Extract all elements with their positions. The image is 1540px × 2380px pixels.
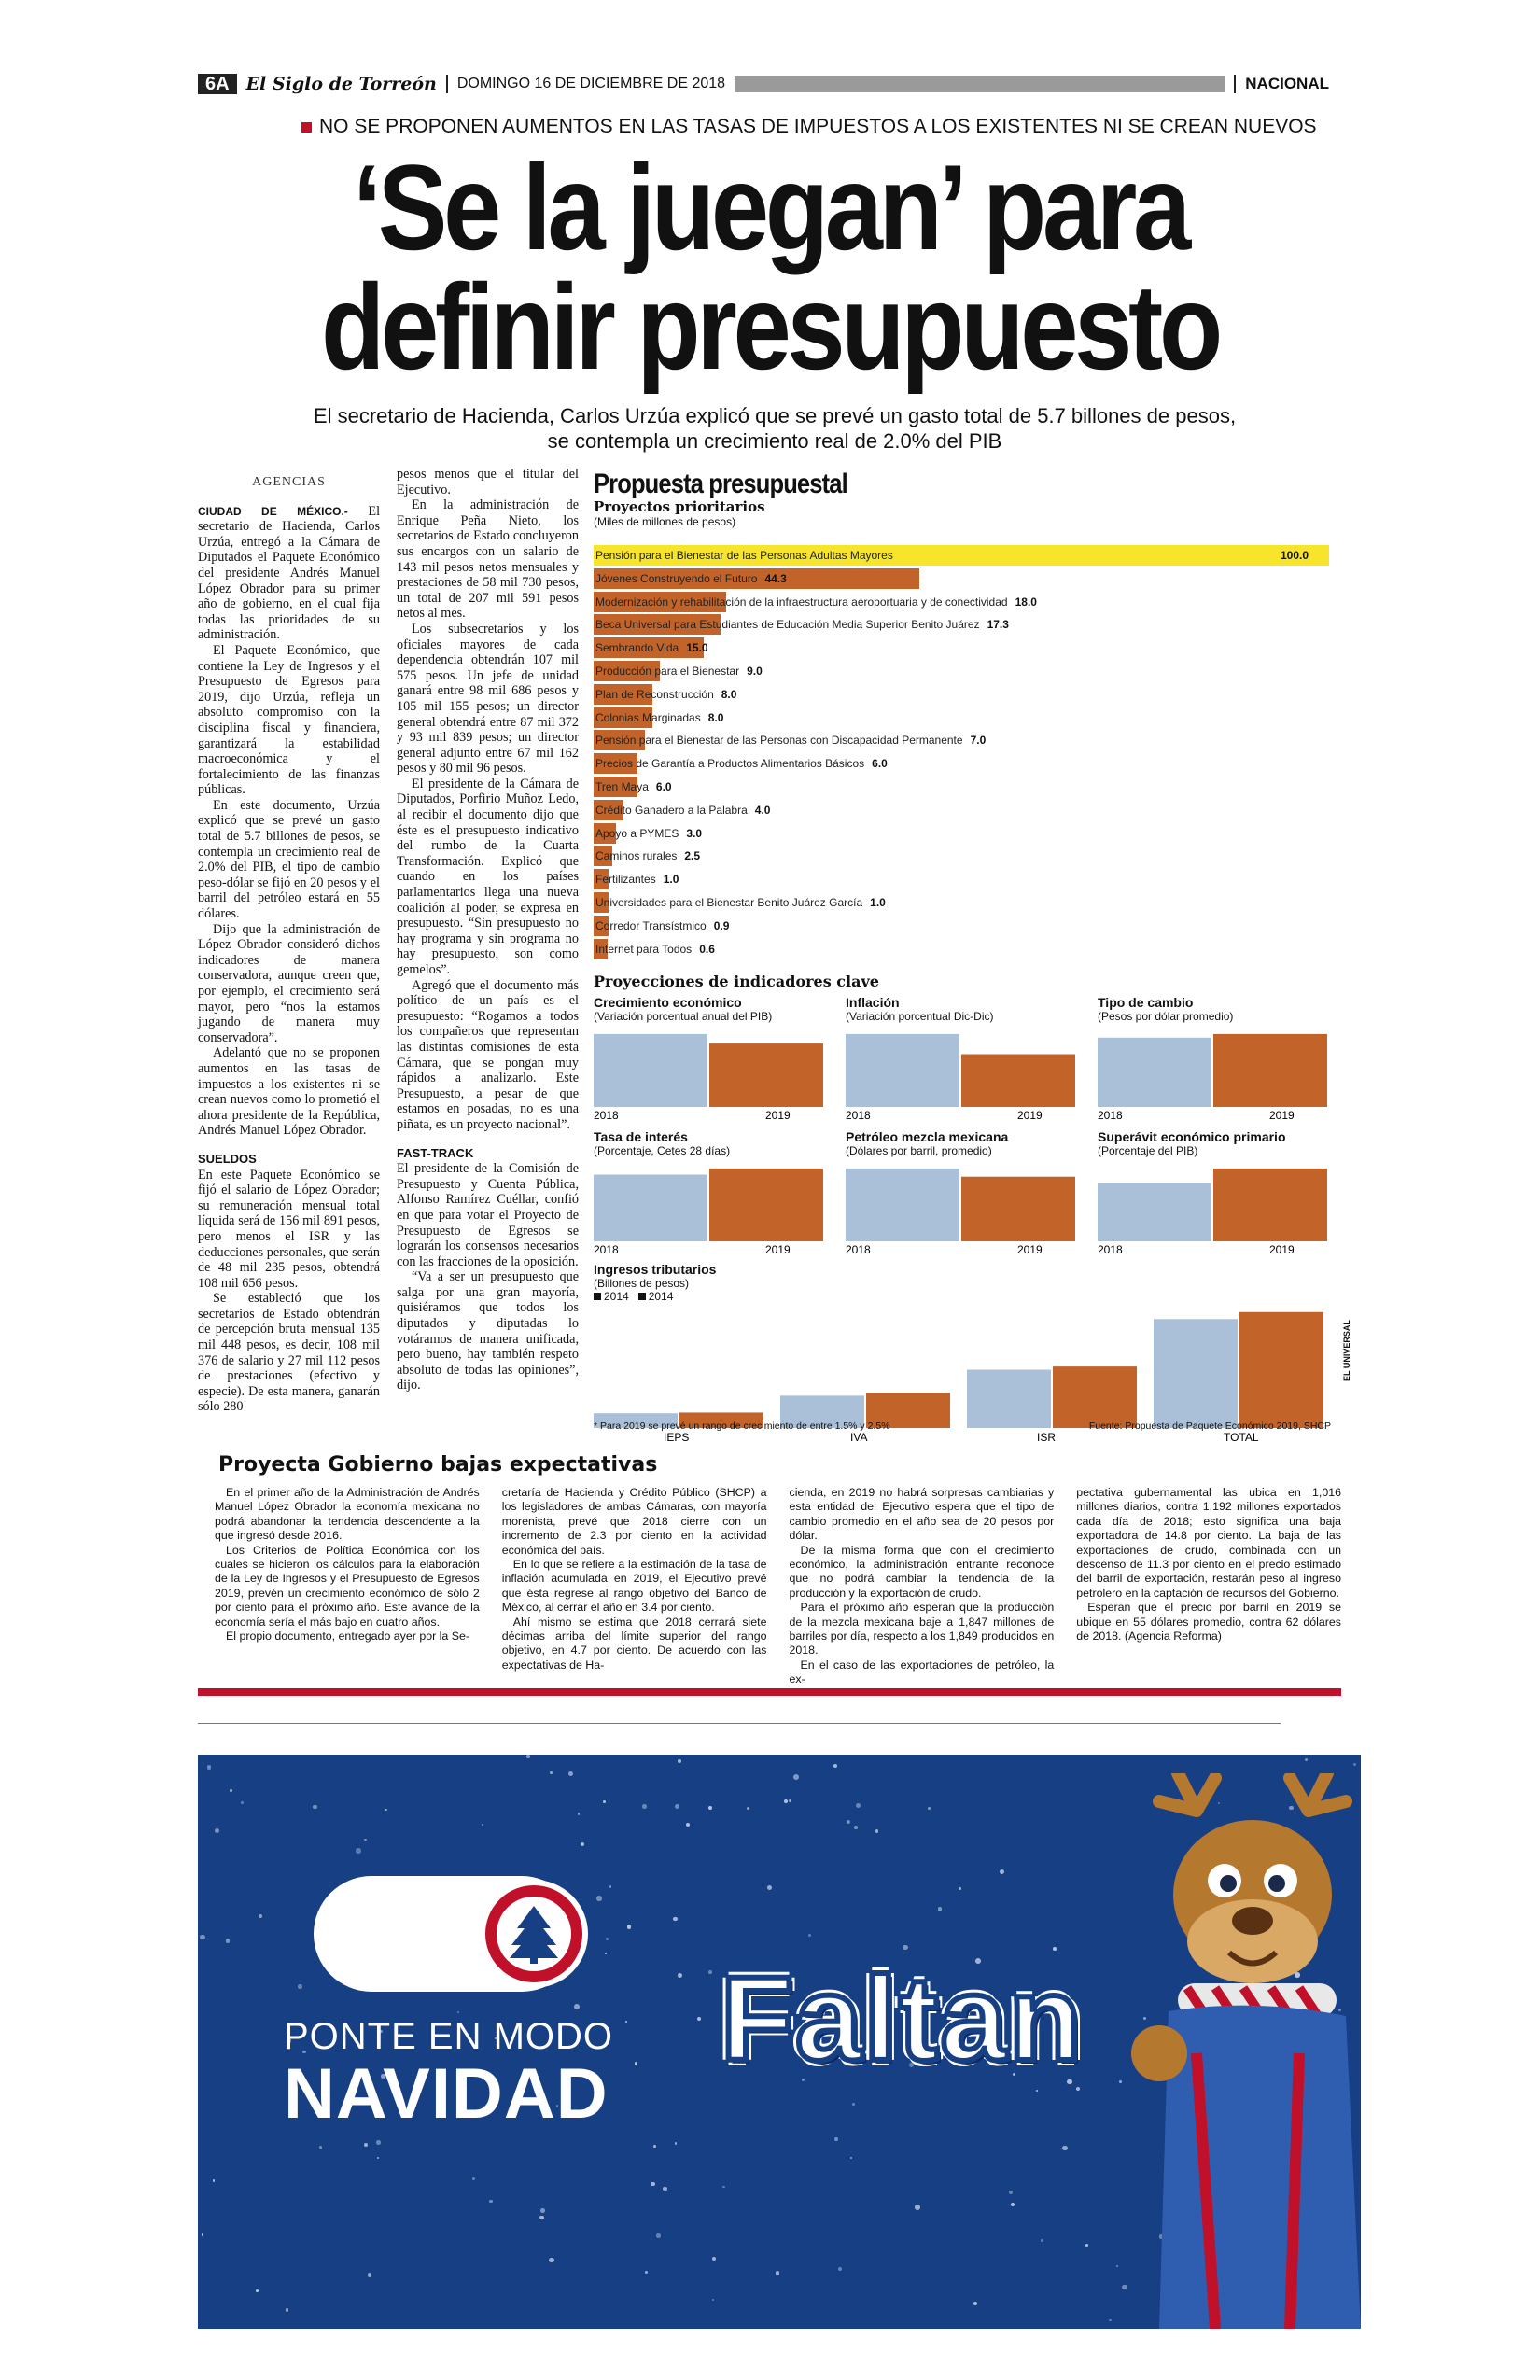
- bar-row: [594, 614, 1329, 635]
- indicator-tick: 2018: [594, 1109, 619, 1122]
- bar-row: [594, 592, 1329, 612]
- article-paragraph: CIUDAD DE MÉXICO.- El secretario de Hacienda, Carlos Urzúa, entregó a la Cámara de Diputados el Paquete Económico del presidente Andrés Manuel López Obrador para su primer año de gobierno, en el cual fija todas las prioridades de su administración.: [198, 503, 381, 643]
- indicator-svg: [594, 1165, 827, 1258]
- snowflake: [973, 2302, 977, 2305]
- snowflake: [645, 2271, 648, 2274]
- snowflake: [642, 1804, 646, 1808]
- indicator-svg: [594, 1030, 827, 1124]
- bar-value: 44.3: [764, 571, 787, 585]
- snowflake: [578, 1813, 580, 1814]
- snowflake: [1062, 2146, 1067, 2150]
- indicator-tick: 2019: [1269, 1243, 1295, 1256]
- christmas-advertisement[interactable]: [198, 1755, 1361, 2329]
- bar-value: 0.9: [713, 918, 730, 932]
- side-story-title: Proyecta Gobierno bajas expectativas: [218, 1453, 658, 1477]
- projections-title: Proyecciones de indicadores clave: [594, 973, 879, 990]
- tax-tick: TOTAL: [1224, 1431, 1259, 1444]
- bar-label: Producción para el Bienestar: [595, 665, 740, 678]
- snowflake: [1000, 1869, 1004, 1874]
- tax-bar: [1239, 1312, 1323, 1428]
- side-paragraph: cretaría de Hacienda y Crédito Público (SHCP) a los legisladores de ambas Cámaras, con mayoría morenista, prevé que 2018 cierre con un incremento de 2.3 por ciento en la actividad económica del país.: [501, 1486, 767, 1557]
- indicator-tick: 2018: [1098, 1243, 1123, 1256]
- snowflake: [1009, 2191, 1013, 2194]
- tax-bar: [967, 1370, 1051, 1428]
- snowflake: [663, 2187, 666, 2191]
- snowflake: [368, 2273, 372, 2277]
- header-bar: [735, 76, 1225, 92]
- snowflake: [1109, 2319, 1111, 2321]
- tax-tick: IEPS: [664, 1431, 690, 1444]
- square-bullet-icon: [301, 122, 312, 133]
- article-paragraph: Los subsecretarios y los oficiales mayores de cada dependencia obtendrán 107 mil 575 pesos. Un jefe de unidad ganará entre 98 mil 686 pesos y 105 mil 155 pesos; un director general obtendrá entre 87 mil 372 y 93 mil 839 pesos; un director general adjunto entre 67 mil 162 pesos y 80 mil 96 pesos.: [397, 621, 579, 777]
- side-column: [502, 1486, 767, 1687]
- snowflake: [928, 1807, 931, 1810]
- article-paragraph: En este Paquete Económico se fijó el salario de López Obrador; su remuneración mensual total líquida será de 156 mil 891 pesos, pero menos el ISR y las deducciones personales, que serán de 48 mil 235 pesos, obtendrá 108 mil 656 pesos.: [198, 1167, 380, 1291]
- infographic-footer: [594, 1421, 1331, 1432]
- snowflake: [213, 2179, 216, 2182]
- snowflake: [568, 1771, 573, 1776]
- snowflake: [675, 2142, 677, 2144]
- bar-value: 17.3: [987, 618, 1009, 632]
- snowflake: [609, 1885, 611, 1887]
- subheading: SUELDOS: [198, 1151, 257, 1166]
- bar-row: [594, 800, 1329, 820]
- bar-label: Precios de Garantía a Productos Alimentarios Básicos: [595, 757, 865, 771]
- indicator-chart: [594, 1129, 827, 1269]
- indicator-bar: [961, 1177, 1075, 1241]
- article-column-2: [397, 467, 579, 1393]
- snowflake: [856, 1803, 861, 1809]
- bar-label: Beca Universal para Estudiantes de Educación Media Superior Benito Juárez: [595, 618, 980, 632]
- indicator-bar: [846, 1169, 959, 1241]
- bar-label: Universidades para el Bienestar Benito Juárez García: [595, 896, 863, 909]
- bar-value: 1.0: [870, 896, 886, 909]
- indicator-tick: 2018: [846, 1243, 871, 1256]
- indicator-bar: [1213, 1034, 1327, 1107]
- bar-row: [594, 684, 1329, 705]
- bar-value: 6.0: [872, 757, 888, 771]
- snowflake: [605, 1953, 607, 1954]
- legend-item: 2014: [638, 1290, 674, 1303]
- indicator-chart: [1098, 1129, 1331, 1269]
- bar-row: [594, 939, 1329, 959]
- bar-row: [594, 916, 1329, 936]
- snowflake: [241, 1801, 244, 1804]
- bar-row: [594, 545, 1329, 566]
- snowflake: [1119, 2080, 1122, 2083]
- snowflake: [635, 2062, 638, 2065]
- snowflake: [606, 1938, 609, 1940]
- snowflake: [202, 2233, 204, 2236]
- snowflake: [313, 1805, 316, 1809]
- snowflake: [852, 2103, 855, 2106]
- side-column: [215, 1486, 480, 1687]
- snowflake: [712, 2299, 714, 2301]
- indicator-chart: [846, 995, 1079, 1135]
- bar-row: [594, 707, 1329, 728]
- indicator-title: Petróleo mezcla mexicana: [846, 1129, 1009, 1144]
- indicator-chart: [1098, 995, 1331, 1135]
- side-paragraph: El propio documento, entregado ayer por la Se-: [226, 1630, 470, 1644]
- article-paragraph: Dijo que la administración de López Obrador consideró dichos indicadores de manera conservadora, aunque creen que, por ejemplo, el crecimiento será mayor, pero “nos la estamos jugando de manera muy conservadora”.: [198, 921, 380, 1045]
- snowflake: [207, 1765, 212, 1770]
- ad-line-1: PONTE EN MODO: [284, 2016, 614, 2057]
- snowflake: [915, 2205, 920, 2210]
- article-paragraph: “Va a ser un presupuesto que salga por una gran mayoría, quisiéramos que todos los diputados y diputadas lo votáramos de manera unificada, pero bueno, hay también respeto absoluto de todas las opiniones”, dijo.: [397, 1269, 579, 1393]
- indicator-title: Ingresos tributarios: [594, 1262, 717, 1277]
- indicator-title: Tipo de cambio: [1098, 995, 1194, 1010]
- snowflake: [708, 1970, 712, 1974]
- bar-value: 4.0: [754, 803, 771, 817]
- snowflake: [1085, 2244, 1088, 2247]
- indicator-tick: 2019: [765, 1109, 791, 1122]
- indicator-tick: 2018: [846, 1109, 871, 1122]
- snowflake: [903, 1945, 908, 1951]
- indicator-svg: [1098, 1165, 1331, 1258]
- snowflake: [789, 1799, 791, 1802]
- side-paragraph: Para el próximo año esperan que la producción de la mezcla mexicana baje a 1,847 millones de barriles por día, respecto a los 1,849 producidos en 2018.: [789, 1601, 1055, 1658]
- article-paragraph: Adelantó que no se proponen aumentos en las tasas de impuestos a los existentes ni se crean nuevos como lo prometió el ahora presidente de la República, Andrés Manuel López Obrador.: [198, 1045, 380, 1139]
- article-paragraph: En este documento, Urzúa explicó que se prevé un gasto total de 5.7 billones de pesos, se contempla un crecimiento real de 2.0% del PIB, el tipo de cambio peso-dólar se fijó en 20 pesos y el barril del petróleo estará en 55 dólares.: [198, 797, 380, 922]
- headline: ‘Se la juegan’ para definir presupuesto: [321, 139, 1219, 395]
- byline: AGENCIAS: [252, 475, 326, 489]
- snowflake: [550, 1771, 553, 1774]
- bar-value: 3.0: [686, 826, 703, 840]
- snowflake: [833, 1764, 837, 1768]
- snowflake: [712, 2257, 716, 2261]
- bar-label: Colonias Marginadas: [595, 710, 701, 724]
- indicator-unit: (Billones de pesos): [594, 1277, 690, 1290]
- bar-label: Modernización y rehabilitación de la infraestructura aeroportuaria y de conectividad: [595, 595, 1008, 609]
- indicator-title: Crecimiento económico: [594, 995, 742, 1010]
- article-paragraph: Se estableció que los secretarios de Estado obtendrán de percepción bruta mensual 135 mil 448 pesos, es decir, 108 mil 376 de salario y 27 mil 112 pesos de prestaciones (efectivo y especie). De esta manera, ganarán sólo 280: [198, 1291, 380, 1415]
- snowflake: [653, 2145, 656, 2148]
- snowflake: [596, 1896, 602, 1901]
- indicator-bar: [594, 1034, 707, 1107]
- snowflake: [385, 1809, 386, 1811]
- indicator-tick: 2019: [1017, 1243, 1043, 1256]
- bar-label: Corredor Transístmico: [595, 918, 707, 932]
- snowflake: [526, 1755, 530, 1758]
- bar-row: [594, 777, 1329, 797]
- snowflake: [319, 2146, 322, 2149]
- snowflake: [747, 1807, 749, 1810]
- bar-label: Plan de Reconstrucción: [595, 687, 714, 701]
- snowflake: [625, 2021, 627, 2023]
- side-paragraph: cienda, en 2019 no habrá sorpresas cambiarias y esta entidad del Ejecutivo espera que el tipo de cambio promedio en el año sea de 20 pesos por dólar.: [789, 1486, 1055, 1543]
- masthead: El Siglo de Torreón: [245, 74, 437, 94]
- bar-label: Apoyo a PYMES: [595, 826, 679, 840]
- indicator-bar: [961, 1055, 1075, 1107]
- bar-row: [594, 568, 1329, 589]
- snowflake: [767, 1885, 772, 1890]
- article-paragraph: pesos menos que el titular del Ejecutivo.: [397, 467, 579, 497]
- reindeer-mascot: [1131, 1773, 1361, 2329]
- indicator-unit: (Pesos por dólar promedio): [1098, 1010, 1234, 1023]
- indicator-unit: (Porcentaje del PIB): [1098, 1144, 1198, 1157]
- tax-tick: IVA: [850, 1431, 868, 1444]
- snowflake: [1122, 2285, 1127, 2290]
- bar-value: 100.0: [1281, 549, 1309, 562]
- side-column: [790, 1486, 1055, 1687]
- article-paragraph: Agregó que el documento más político de un país es el presupuesto: “Rogamos a todos los compañeros que representan las distintas comisiones de esta Cámara, que se pongan muy rápidos a analizarlo. Este Presupuesto, a pesar de que estamos en posadas, no es una piñata, es un proyecto nacional”.: [397, 977, 579, 1132]
- indicator-bar: [1213, 1169, 1327, 1241]
- side-paragraph: Los Criterios de Política Económica con los cuales se hicieron los cálculos para la elaboración de la Ley de Ingresos y el Presupuesto de Egresos 2019, prevén un crecimiento económico de sólo 2 por ciento para el próximo año. Este avance de la economía sería el más bajo en cuatro años.: [215, 1543, 480, 1629]
- snowflake: [1036, 2090, 1039, 2093]
- infographic-subtitle: Proyectos prioritarios: [594, 498, 765, 515]
- snowflake: [938, 1907, 943, 1911]
- snowflake: [581, 1842, 584, 1846]
- indicator-svg: [846, 1030, 1079, 1124]
- issue-date: DOMINGO 16 DE DICIEMBRE DE 2018: [456, 76, 726, 91]
- snowflake: [627, 1925, 632, 1929]
- snowflake: [793, 1774, 799, 1780]
- snowflake: [850, 2157, 852, 2159]
- side-story-body: [215, 1486, 1341, 1687]
- snowflake: [959, 1887, 961, 1890]
- footnote: * Para 2019 se prevé un rango de crecimiento de entre 1.5% y 2.5%: [594, 1421, 890, 1432]
- indicator-tick: 2019: [765, 1243, 791, 1256]
- indicator-tick: 2019: [1269, 1109, 1295, 1122]
- article-column-1: [198, 471, 380, 1415]
- priority-projects-chart: [594, 545, 1331, 956]
- bar-row: [594, 637, 1329, 658]
- bar-value: 6.0: [655, 780, 672, 793]
- dateline: CIUDAD DE MÉXICO.-: [198, 504, 348, 518]
- snowflake: [656, 2233, 661, 2238]
- bar-label: Caminos rurales: [595, 849, 678, 863]
- divider: [446, 75, 448, 93]
- snowflake: [549, 2258, 554, 2263]
- bar-label: Jóvenes Construyendo el Futuro: [595, 571, 758, 585]
- source: Fuente: Propuesta de Paquete Económico 2019, SHCP: [1088, 1421, 1331, 1432]
- snowflake: [356, 1848, 360, 1853]
- side-column: [1076, 1486, 1341, 1687]
- indicator-title: Tasa de interés: [594, 1129, 688, 1144]
- deck: El secretario de Hacienda, Carlos Urzúa explicó que se prevé un gasto total de 5.7 billones de pesos, se contempla un crecimiento real de 2.0% del PIB: [313, 404, 1237, 453]
- bar-value: 18.0: [1015, 595, 1037, 609]
- bar-label: Fertilizantes: [595, 873, 656, 887]
- bar-value: 1.0: [663, 873, 679, 887]
- side-story: [198, 1453, 1341, 1696]
- snowflake: [286, 2308, 289, 2312]
- bar-value: 0.6: [699, 942, 715, 956]
- indicator-title: Inflación: [846, 995, 900, 1010]
- ad-countdown-text: Faltan: [721, 1953, 1084, 2086]
- indicator-tick: 2018: [1098, 1109, 1123, 1122]
- snowflake: [230, 1789, 232, 1792]
- snowflake: [215, 1828, 219, 1833]
- snowflake: [489, 2200, 493, 2204]
- snowflake: [1305, 1758, 1308, 1761]
- bar-row: [594, 661, 1329, 681]
- bar-row: [594, 823, 1329, 844]
- snowflake: [472, 2177, 475, 2180]
- snowflake: [226, 1939, 230, 1942]
- budget-infographic: [594, 469, 1331, 1444]
- bar-value: 2.5: [684, 849, 701, 863]
- bar-label: Pensión para el Bienestar de las Personas Adultas Mayores: [595, 549, 893, 562]
- snowflake: [1041, 2239, 1043, 2242]
- snowflake: [875, 1829, 878, 1832]
- bar-label: Crédito Ganadero a la Palabra: [595, 803, 748, 817]
- bar-label: Pensión para el Bienestar de las Personas con Discapacidad Permanente: [595, 734, 963, 748]
- snowflake: [678, 1973, 682, 1978]
- snowflake: [1011, 2203, 1015, 2206]
- indicator-unit: (Variación porcentual Dic-Dic): [846, 1010, 994, 1023]
- article-paragraph: En la administración de Enrique Peña Nieto, los secretarios de Estado concluyeron sus encargos con un salario de 143 mil pesos netos mensuales y prestaciones de 58 mil 730 pesos, un total de 207 mil 591 pesos netos al mes.: [397, 497, 579, 622]
- snowflake: [708, 1806, 712, 1810]
- snowflake: [603, 1800, 606, 1803]
- article-paragraph: El presidente de la Cámara de Diputados, Porfirio Muñoz Ledo, al recibir el documento dijo que éste es el presupuesto indicativo del rumbo de la Cuarta Transformación. Explicó que cuando en los países parlamentarios llega una nueva coalición al poder, se expresa en presupuesto. “Sin presupuesto no hay programa y sin programa no hay presupuesto, son como gemelos”.: [397, 776, 579, 977]
- bar-row: [594, 892, 1329, 913]
- divider: [198, 1723, 1281, 1724]
- snowflake: [539, 2216, 543, 2219]
- snowflake: [482, 1824, 483, 1826]
- snowflake: [377, 2157, 379, 2159]
- snowflake: [364, 1839, 366, 1841]
- snowflake: [200, 1935, 205, 1940]
- indicator-chart: [846, 1129, 1079, 1269]
- snowflake: [776, 2271, 780, 2275]
- snowflake: [808, 1934, 811, 1937]
- snowflake: [834, 2137, 838, 2141]
- subheading: FAST-TRACK: [397, 1145, 474, 1160]
- snowflake: [651, 2182, 655, 2187]
- indicator-unit: (Porcentaje, Cetes 28 días): [594, 1144, 731, 1157]
- legend: [594, 1290, 1331, 1303]
- snowflake: [722, 2186, 724, 2188]
- article-paragraph: El presidente de la Comisión de Presupuesto y Cuenta Pública, Alfonso Ramírez Cuéllar, confió en que para votar el Proyecto de Presupuesto de Egresos se lograrán los consensos necesarios con las fracciones de la oposición.: [397, 1161, 579, 1269]
- ad-badge: [480, 1880, 588, 1988]
- page-number: 6A: [198, 74, 237, 94]
- bar-value: 8.0: [721, 687, 737, 701]
- tax-tick: ISR: [1037, 1431, 1057, 1444]
- snowflake: [678, 1759, 681, 1763]
- snowflake: [259, 1914, 262, 1918]
- side-paragraph: pectativa gubernamental las ubica en 1,016 millones diarios, contra 1,192 millones exportados cada día de 2018; esto significa una baja exportadora de 14.8 por ciento. La baja de las exportaciones de crudo, combinada con un descenso de 11.3 por ciento en el precio estimado del barril de exportación, restarán peso al ingreso petrolero en la captación de recursos del Gobierno.: [1076, 1486, 1341, 1600]
- snowflake: [838, 2267, 842, 2271]
- snowflake: [854, 1826, 858, 1829]
- indicator-bar: [709, 1043, 823, 1107]
- side-paragraph: En el caso de las exportaciones de petróleo, la ex-: [789, 1658, 1055, 1687]
- bar-label: Internet para Todos: [595, 942, 693, 956]
- snowflake: [1353, 1763, 1356, 1766]
- indicator-bar: [1098, 1038, 1211, 1107]
- snowflake: [298, 1984, 301, 1988]
- bar-value: 7.0: [970, 734, 987, 748]
- indicator-title: Superávit económico primario: [1098, 1129, 1286, 1144]
- snowflake: [1116, 2265, 1119, 2268]
- infographic-title: Propuesta presupuestal: [594, 469, 847, 499]
- legend-item: 2014: [594, 1290, 629, 1303]
- snowflake: [540, 2208, 545, 2213]
- snowflake: [256, 2289, 259, 2292]
- section-name: NACIONAL: [1245, 75, 1329, 92]
- indicator-bar: [846, 1034, 959, 1107]
- bar-row: [594, 846, 1329, 866]
- indicator-tick: 2019: [1017, 1109, 1043, 1122]
- divider: [1234, 75, 1236, 93]
- indicator-bar: [594, 1174, 707, 1241]
- snowflake: [364, 2143, 368, 2147]
- indicator-svg: [1098, 1030, 1331, 1124]
- side-paragraph: Esperan que el precio por barril en 2019 se ubique en 55 dólares promedio, contra 62 dólares de 2018. (Agencia Reforma): [1076, 1601, 1341, 1644]
- snowflake: [574, 2004, 580, 2009]
- bar-value: 15.0: [686, 641, 708, 655]
- snowflake: [457, 2011, 460, 2014]
- bar-row: [594, 753, 1329, 774]
- indicator-unit: (Dólares por barril, promedio): [846, 1144, 992, 1157]
- kicker-text: NO SE PROPONEN AUMENTOS EN LAS TASAS DE IMPUESTOS A LOS EXISTENTES NI SE CREAN NUEVOS: [319, 116, 1317, 137]
- side-paragraph: De la misma forma que con el crecimiento económico, la administración entrante reconoce que no podrá cambiar la tendencia de la producción y la exportación de crudo.: [789, 1543, 1055, 1600]
- bar-label: Tren Maya: [595, 780, 649, 793]
- infographic-unit: (Miles de millones de pesos): [594, 515, 736, 528]
- side-paragraph: Ahí mismo se estima que 2018 cerrará siete décimas arriba del límite superior del rango objetivo, en 4.7 por ciento. De acuerdo con las expectativas de Ha-: [501, 1615, 767, 1672]
- indicator-unit: (Variación porcentual anual del PIB): [594, 1010, 773, 1023]
- christmas-tree-icon: [497, 1897, 571, 1971]
- kicker: [301, 116, 1328, 138]
- snowflake: [686, 1823, 690, 1827]
- indicator-bar: [709, 1169, 823, 1241]
- indicator-bar: [1098, 1183, 1211, 1241]
- bar-value: 8.0: [707, 710, 724, 724]
- ad-line-2: NAVIDAD: [284, 2054, 609, 2134]
- bar-row: [594, 869, 1329, 889]
- snowflake: [847, 1820, 850, 1824]
- side-paragraph: En el primer año de la Administración de Andrés Manuel López Obrador la economía mexicana no podrá abandonar la tendencia descendente a la que ingresó desde 2016.: [215, 1486, 480, 1543]
- indicator-chart: [594, 995, 827, 1135]
- indicator-svg: [846, 1165, 1079, 1258]
- snowflake: [697, 2017, 701, 2021]
- bar-row: [594, 730, 1329, 750]
- snowflake: [376, 2140, 381, 2145]
- page-header: [198, 71, 1329, 97]
- bar-value: 9.0: [747, 665, 763, 678]
- indicator-tick: 2018: [594, 1243, 619, 1256]
- bar-label: Sembrando Vida: [595, 641, 679, 655]
- article-paragraph: El Paquete Económico, que contiene la Ley de Ingresos y el Presupuesto de Egresos para 2019, dijo Urzúa, refleja un absoluto compromiso con la disciplina fiscal y financiera, garantizará la estabilidad macroeconómica y el fortalecimiento de las finanzas públicas.: [198, 642, 380, 798]
- snowflake: [675, 1804, 679, 1809]
- tax-bar: [1154, 1319, 1238, 1428]
- tax-bar: [1053, 1366, 1137, 1428]
- snowflake: [673, 1917, 677, 1921]
- photo-credit: EL UNIVERSAL: [1342, 1320, 1351, 1381]
- side-paragraph: En lo que se refiere a la estimación de la tasa de inflación acumulada en 2019, el Ejecutivo prevé que ésta regrese al rango objetivo del Banco de México, al cerrar el año en 3.4 por ciento.: [501, 1558, 767, 1615]
- snowflake: [784, 1799, 788, 1803]
